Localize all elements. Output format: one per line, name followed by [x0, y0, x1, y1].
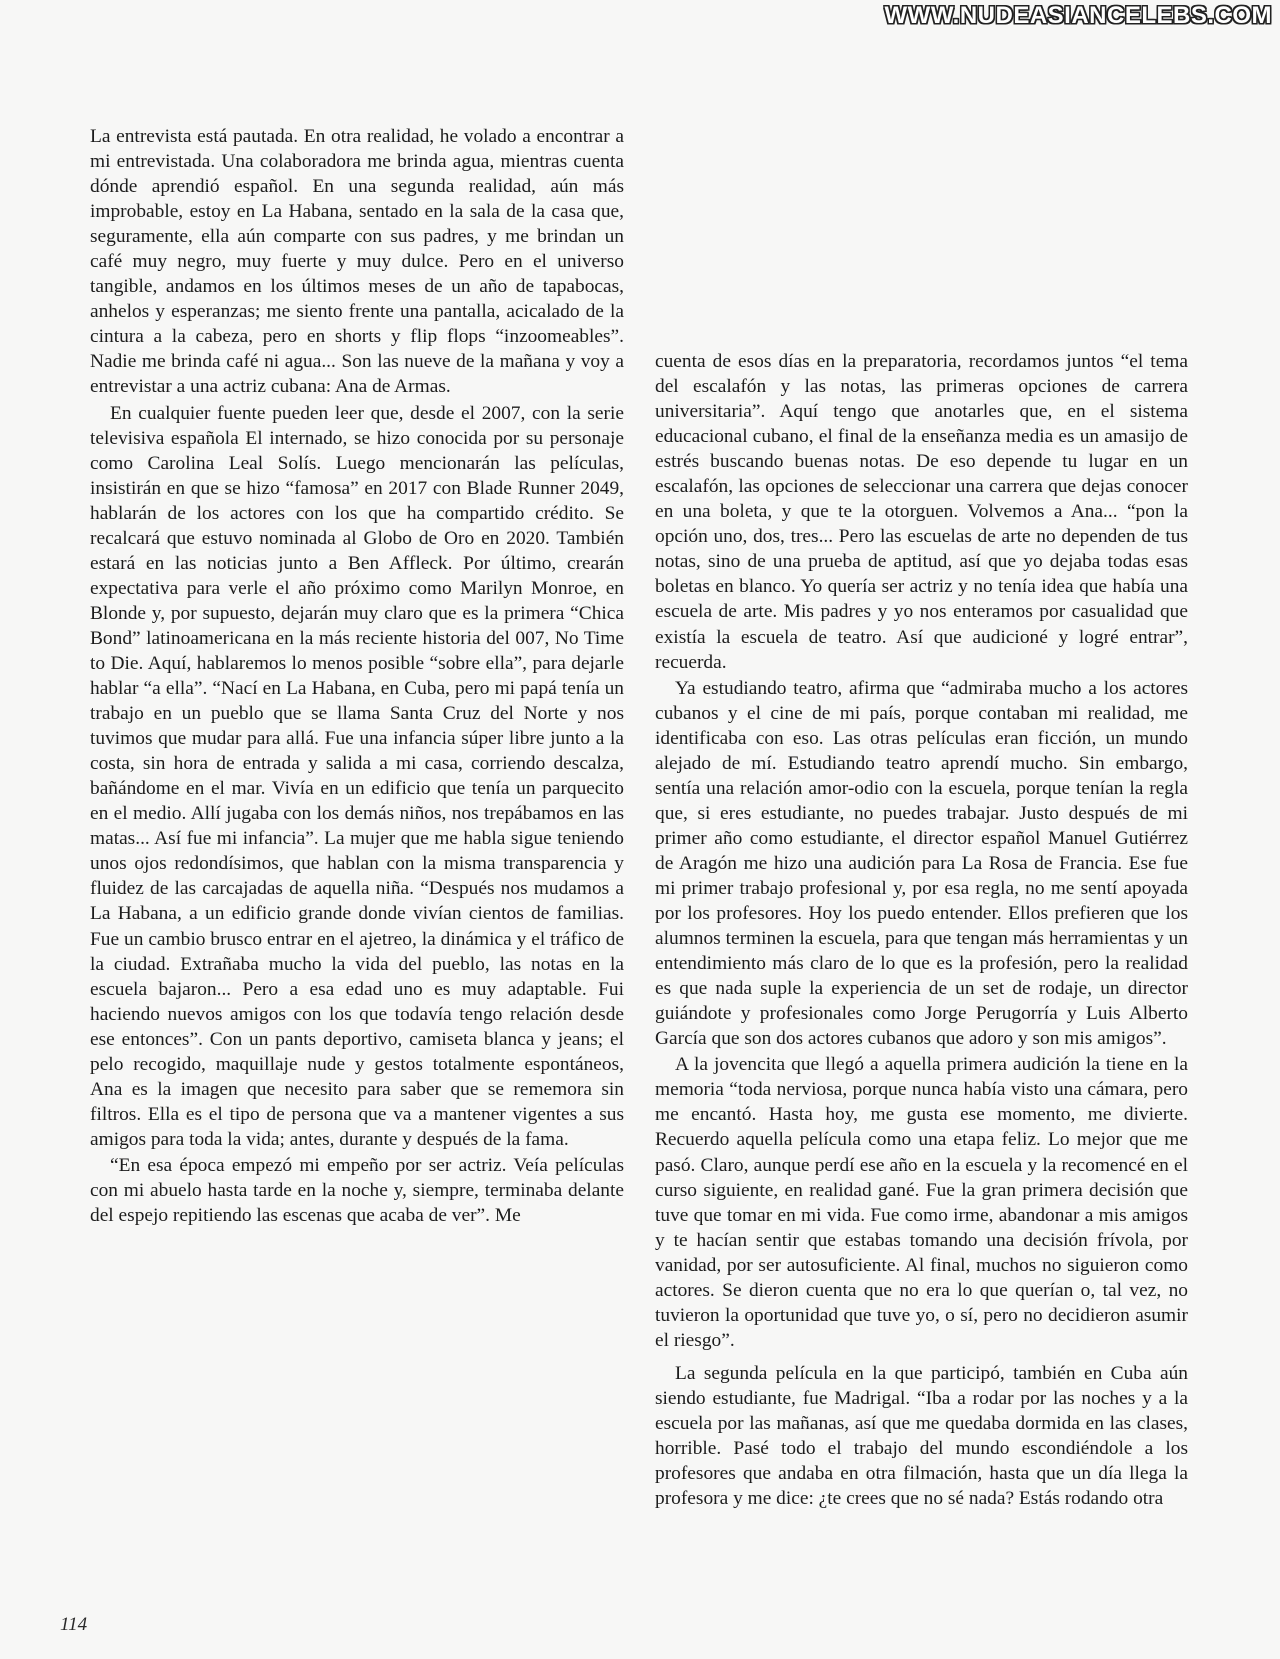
paragraph: La entrevista está pautada. En otra realidad, he volado a encontrar a mi entrevistada. Una colaboradora me brinda agua, mientras cuenta dónde aprendió español. En una segunda realidad, aún más improbable, estoy en La Habana, sentado en la sala de la casa que, seguramente, ella aún comparte con sus padres, y me brindan un café muy negro, muy fuerte y muy dulce. Pero en el universo tangible, andamos en los últimos meses de un año de tapabocas, anhelos y esperanzas; me siento frente una pantalla, acicalado de la cintura a la cabeza, pero en shorts y flip flops “inzoomeables”. Nadie me brinda café ni agua... Son las nueve de la mañana y voy a entrevistar a una actriz cubana: Ana de Armas. — [90, 126, 624, 398]
paragraph: En cualquier fuente pueden leer que, desde el 2007, con la serie televisiva española El internado, se hizo conocida por su personaje como Carolina Leal Solís. Luego mencionarán las películas, insistirán en que se hizo “famosa” en 2017 con Blade Runner 2049, hablarán de los actores con los que ha compartido crédito. Se recalcará que estuvo nominada al Globo de Oro en 2020. También estará en las noticias junto a Ben Affleck. Por último, crearán expectativa para verle el año próximo como Marilyn Monroe, en Blonde y, por supuesto, dejarán muy claro que es la primera “Chica Bond” latinoamericana en la más reciente historia del 007, No Time to Die. Aquí, hablaremos lo menos posible “sobre ella”, para dejarle hablar “a ella”. “Nací en La Habana, en Cuba, pero mi papá tenía un trabajo en un pueblo que se llama Santa Cruz del Norte y nos tuvimos que mudar para allá. Fue una infancia súper libre junto a la costa, sin hora de entrada y salida a mi casa, corriendo descalza, bañándome en el mar. Vivía en un edificio que tenía un parquecito en el medio. Allí jugaba con los demás niños, nos trepábamos en las matas... Así fue mi infancia”. La mujer que me habla sigue teniendo unos ojos redondísimos, que hablan con la misma transparencia y fluidez de las carcajadas de aquella niña. “Después nos mudamos a La Habana, a un edificio grande donde vivían cientos de familias. Fue un cambio brusco entrar en el ajetreo, la dinámica y el tráfico de la ciudad. Extrañaba mucho la vida del pueblo, las notas en la escuela bajaron... Pero a esa edad uno es muy adaptable. Fui haciendo nuevos amigos con los que todavía tengo relación desde ese entonces”. Con un pants deportivo, camiseta blanca y jeans; el pelo recogido, maquillaje nude y gestos totalmente espontáneos, Ana es la imagen que necesito para saber que se rememora sin filtros. Ella es el tipo de persona que va a mantener vigentes a sus amigos para toda la vida; antes, durante y después de la fama. — [90, 402, 624, 1150]
paragraph: “En esa época empezó mi empeño por ser actriz. Veía películas con mi abuelo hasta tarde en la noche y, siempre, terminaba delante del espejo repitiendo las escenas que acaba de ver”. Me — [90, 1154, 624, 1227]
article-column-left — [90, 124, 624, 1229]
paragraph: cuenta de esos días en la preparatoria, recordamos juntos “el tema del escalafón y las notas, las primeras opciones de carrera universitaria”. Aquí tengo que anotarles que, en el sistema educacional cubano, el final de la enseñanza media es un amasijo de estrés buscando buenas notas. De eso depende tu lugar en un escalafón, las opciones de seleccionar una carrera que dejas conocer en una boleta, y que te la otorguen. Volvemos a Ana... “pon la opción uno, dos, tres... Pero las escuelas de arte no dependen de tus notas, sino de una prueba de aptitud, así que yo dejaba todas esas boletas en blanco. Yo quería ser actriz y no tenía idea que había una escuela de arte. Mis padres y yo nos enteramos por casualidad que existía la escuela de teatro. Así que audicioné y logré entrar”, recuerda. — [655, 351, 1188, 673]
paragraph: Ya estudiando teatro, afirma que “admiraba mucho a los actores cubanos y el cine de mi país, porque contaban mi realidad, me identificaba con eso. Las otras películas eran ficción, un mundo alejado de mí. Estudiando teatro aprendí mucho. Sin embargo, sentía una relación amor-odio con la escuela, porque tenían la regla que, si eres estudiante, no puedes trabajar. Justo después de mi primer año como estudiante, el director español Manuel Gutiérrez de Aragón me hizo una audición para La Rosa de Francia. Ese fue mi primer trabajo profesional y, por esa regla, no me sentí apoyada por los profesores. Hoy los puedo entender. Ellos prefieren que los alumnos terminen la escuela, para que tengan más herramientas y un entendimiento más claro de lo que es la profesión, pero la realidad es que nada suple la experiencia de un set de rodaje, un director guiándote y profesionales como Jorge Perugorría y Luis Alberto García que son dos actores cubanos que adoro y son mis amigos”. — [655, 677, 1188, 1050]
paragraph: La segunda película en la que participó, también en Cuba aún siendo estudiante, fue Madrigal. “Iba a rodar por las noches y a la escuela por las mañanas, así que me quedaba dormida en las clases, horrible. Pasé todo el trabajo del mundo escondiéndole a los profesores que andaba en otra filmación, hasta que un día llega la profesora y me dice: ¿te crees que no sé nada? Estás rodando otra — [655, 1362, 1188, 1510]
paragraph: A la jovencita que llegó a aquella primera audición la tiene en la memoria “toda nerviosa, porque nunca había visto una cámara, pero me encantó. Hasta hoy, me gusta ese momento, me divierte. Recuerdo aquella película como una etapa feliz. Lo mejor que me pasó. Claro, aunque perdí ese año en la escuela y la recomencé en el curso siguiente, en realidad gané. Fue la gran primera decisión que tuve que tomar en mi vida. Fue como irme, abandonar a mis amigos y te hacían sentir que estabas tomando una decisión frívola, por vanidad, por ser autosuficiente. Al final, muchos no siguieron como actores. Se dieron cuenta que no era lo que querían o, tal vez, no tuvieron la oportunidad que tuve yo, o sí, pero no decidieron asumir el riesgo”. — [655, 1054, 1188, 1351]
watermark: WWW.NUDEASIANCELEBS.COM — [884, 2, 1272, 29]
page-number: 114 — [60, 1614, 88, 1635]
article-column-right — [655, 349, 1188, 1512]
